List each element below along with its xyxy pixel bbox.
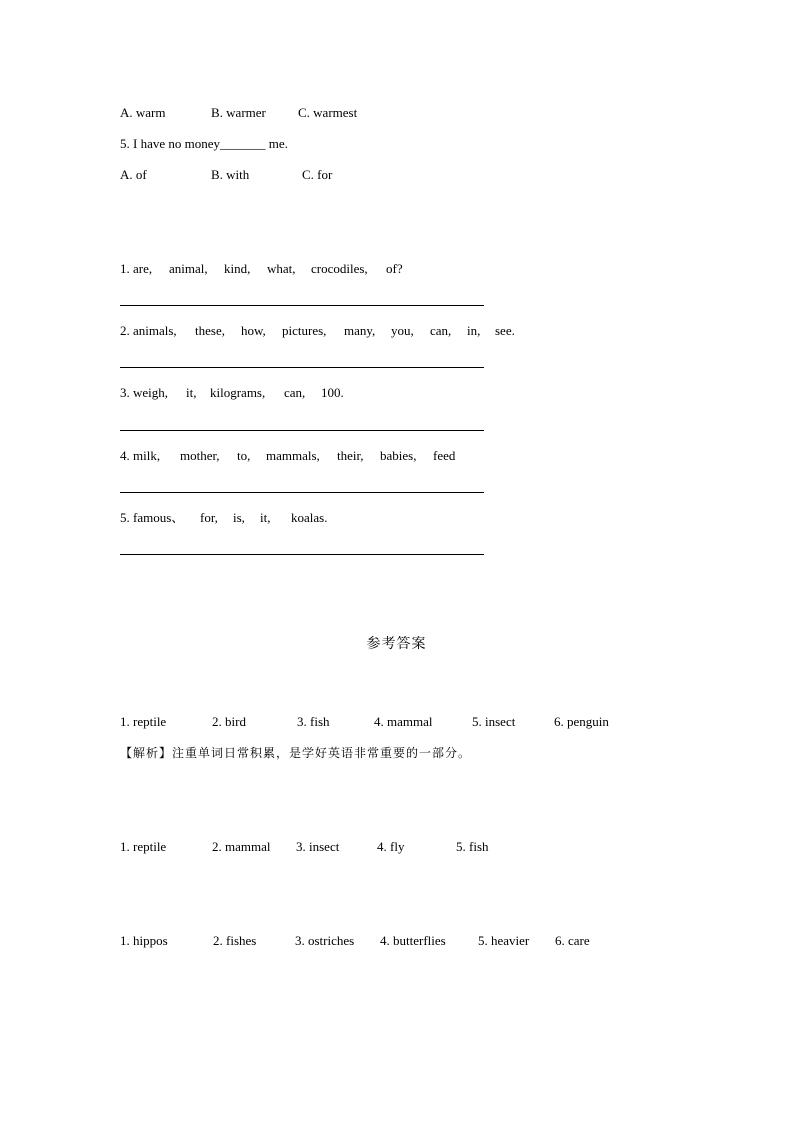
answer: 1. reptile xyxy=(120,714,167,729)
answer: 3. ostriches xyxy=(295,933,355,948)
answer: 5. fish xyxy=(456,839,489,854)
answer: 4. fly xyxy=(377,839,405,854)
word: feed xyxy=(433,448,456,463)
answer: 5. heavier xyxy=(478,933,530,948)
word: of? xyxy=(386,261,403,276)
word: crocodiles, xyxy=(311,261,368,276)
answer: 2. bird xyxy=(212,714,246,729)
option-b: B. warmer xyxy=(211,105,266,120)
analysis-note: 【解析】注重单词日常积累，是学好英语非常重要的一部分。 xyxy=(120,746,472,760)
word: 2. animals, xyxy=(120,323,177,338)
answer: 2. mammal xyxy=(212,839,271,854)
word: what, xyxy=(267,261,296,276)
word: these, xyxy=(195,323,225,338)
word: kilograms, xyxy=(210,385,266,400)
option-c: C. warmest xyxy=(298,105,358,120)
word: babies, xyxy=(380,448,417,463)
word: 4. milk, xyxy=(120,448,161,463)
word: in, xyxy=(467,323,481,338)
word: can, xyxy=(430,323,452,338)
word: 3. weigh, xyxy=(120,385,169,400)
answer: 2. fishes xyxy=(213,933,257,948)
answer: 1. hippos xyxy=(120,933,168,948)
word: it, xyxy=(260,510,271,525)
word: it, xyxy=(186,385,197,400)
option-a: A. warm xyxy=(120,105,166,120)
word: you, xyxy=(391,323,414,338)
word: koalas. xyxy=(291,510,328,525)
answer-key-heading: 参考答案 xyxy=(366,636,427,652)
answer: 6. penguin xyxy=(554,714,609,729)
word: see. xyxy=(495,323,515,338)
answer-line-4 xyxy=(120,492,484,493)
answer-line-1 xyxy=(120,305,484,306)
word: many, xyxy=(344,323,376,338)
word: their, xyxy=(337,448,364,463)
answer: 5. insect xyxy=(472,714,516,729)
word: to, xyxy=(237,448,251,463)
option-c: C. for xyxy=(302,167,333,182)
answer-line-3 xyxy=(120,430,484,431)
option-b: B. with xyxy=(211,167,250,182)
answer: 4. butterflies xyxy=(380,933,446,948)
word: pictures, xyxy=(282,323,327,338)
option-a: A. of xyxy=(120,167,147,182)
word: mammals, xyxy=(266,448,320,463)
answer-line-2 xyxy=(120,367,484,368)
answer: 6. care xyxy=(555,933,590,948)
word: 100. xyxy=(321,385,344,400)
word: how, xyxy=(241,323,266,338)
word: 1. are, xyxy=(120,261,153,276)
word: kind, xyxy=(224,261,251,276)
answer: 3. insect xyxy=(296,839,340,854)
word: 5. famous、 xyxy=(120,510,185,525)
answer: 1. reptile xyxy=(120,839,167,854)
word: for, xyxy=(200,510,218,525)
word: is, xyxy=(233,510,245,525)
word: animal, xyxy=(169,261,208,276)
answer: 3. fish xyxy=(297,714,330,729)
word: can, xyxy=(284,385,306,400)
q5-stem: 5. I have no money_______ me. xyxy=(120,136,288,151)
word: mother, xyxy=(180,448,220,463)
answer-line-5 xyxy=(120,554,484,555)
answer: 4. mammal xyxy=(374,714,433,729)
